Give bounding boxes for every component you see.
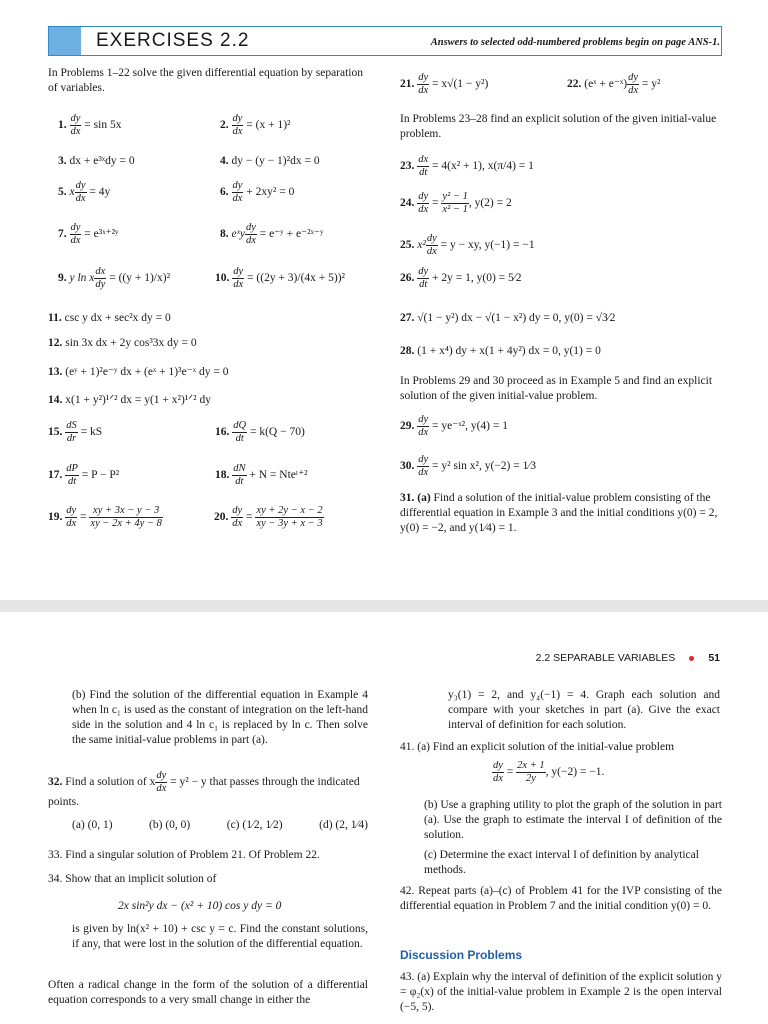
problem-20: 20. $\frac{dy}{dx}$ = $\frac{xy + 2y - x - 2}{xy - 3y + x - 3}$ xyxy=(214,505,323,529)
problem-2: 2. $\frac{dy}{dx}$ = (x + 1)² xyxy=(220,113,291,137)
problem-41c: (c) Determine the exact interval I of definition by analytical methods. xyxy=(424,849,699,876)
header-accent-block xyxy=(49,27,81,55)
discussion-problems-heading: Discussion Problems xyxy=(400,948,523,962)
problem-32a: (a) (0, 1) xyxy=(72,819,113,831)
problem-24: 24. $\frac{dy}{dx}$ = $\frac{\text{y² − 1}}{\text{x² − 1}}$ , y(2) = 2 xyxy=(400,191,512,215)
problem-28: 28. (1 + x⁴) dy + x(1 + 4y²) dx = 0, y(1) = 0 xyxy=(400,345,601,357)
intro-problems-23-28: In Problems 23–28 find an explicit solution of the given initial-value problem. xyxy=(400,113,717,140)
problem-32: 32. Find a solution of x $\frac{dy}{dx}$ = y² − y that passes through the indicated points. xyxy=(48,770,360,808)
problem-9: 9. y ln x $\frac{dx}{dy}$ = ((y + 1)/x)² xyxy=(58,266,171,290)
running-head xyxy=(536,652,720,664)
problem-19: 19. $\frac{dy}{dx}$ = $\frac{xy + 3x - y - 3}{xy - 2x + 4y - 8}$ xyxy=(48,505,162,529)
problem-32d: (d) (2, 1⁄4) xyxy=(319,819,368,831)
problem-29: 29. $\frac{dy}{dx}$ = ye⁻ˣ², y(4) = 1 xyxy=(400,414,508,438)
problem-8: 8. eˣy $\frac{dy}{dx}$ = e⁻ʸ + e⁻²ˣ⁻ʸ xyxy=(220,222,324,246)
problem-25: 25. x² $\frac{dy}{dx}$ = y − xy, y(−1) = −1 xyxy=(400,233,535,257)
problem-31a: 31. (a) Find a solution of the initial-value problem consisting of the differential equation in Example 3 and the initial conditions y(0) = 2, y(0) = −2, and y(1⁄4) = 1. xyxy=(400,492,718,534)
section-title: 2.2 SEPARABLE VARIABLES xyxy=(535,652,676,664)
problem-12: 12. sin 3x dx + 2y cos³3x dy = 0 xyxy=(48,337,197,349)
intro-problems-1-22: In Problems 1–22 solve the given differential equation by separation of variables. xyxy=(48,67,364,94)
problem-18: 18. $\frac{dN}{dt}$ + N = Nteᵗ⁺² xyxy=(215,463,308,487)
answers-note: Answers to selected odd-numbered problems begin on page ANS-1. xyxy=(430,37,720,48)
problem-13: 13. (eʸ + 1)²e⁻ʸ dx + (eˣ + 1)³e⁻ˣ dy = 0 xyxy=(48,366,229,378)
page-gap xyxy=(0,600,768,612)
exercises-title: EXERCISES 2.2 xyxy=(96,30,250,51)
problem-34-equation: 2x sin²y dx − (x² + 10) cos y dy = 0 xyxy=(118,900,282,912)
page-number: 51 xyxy=(708,652,720,664)
radical-change-paragraph: Often a radical change in the form of the solution of a differential equation corresponds to a very small change in either the xyxy=(48,979,368,1006)
problem-32b: (b) (0, 0) xyxy=(149,819,191,831)
bullet-dot-icon xyxy=(689,656,694,661)
problem-10: 10. $\frac{dy}{dx}$ = ((2y + 3)/(4x + 5))² xyxy=(215,266,345,290)
problem-43: 43. (a) Explain why the interval of definition of the explicit solution y = φ₂(x) of the initial-value problem in Example 2 is the open interval (−5, 5). xyxy=(400,971,722,1013)
intro-problems-29-30: In Problems 29 and 30 proceed as in Example 5 and find an explicit solution of the given initial-value problem. xyxy=(400,375,713,402)
problem-41-equation: $\frac{dy}{dx}$ = $\frac{2x + 1}{2y}$ , y(−2) = −1. xyxy=(493,760,605,784)
problem-41a: 41. (a) Find an explicit solution of the initial-value problem xyxy=(400,741,675,753)
problem-21: 21. $\frac{dy}{dx}$ = x√(1 − y²) xyxy=(400,72,489,96)
problem-5: 5. x $\frac{dy}{dx}$ = 4y xyxy=(58,180,111,204)
problem-34: 34. Show that an implicit solution of xyxy=(48,873,217,885)
problem-33: 33. Find a singular solution of Problem 21. Of Problem 22. xyxy=(48,849,320,861)
problem-42: 42. Repeat parts (a)–(c) of Problem 41 for the IVP consisting of the differential equation in Problem 7 and the initial condition y(0) = 0. xyxy=(400,885,722,912)
problem-30: 30. $\frac{dy}{dx}$ = y² sin x², y(−2) = 1⁄3 xyxy=(400,454,537,478)
problem-32-parts xyxy=(72,818,368,833)
problem-16: 16. $\frac{dQ}{dt}$ = k(Q − 70) xyxy=(215,420,305,444)
problem-4: 4. dy − (y − 1)²dx = 0 xyxy=(220,155,320,167)
problem-34-rest: is given by ln(x² + 10) + csc y = c. Find the constant solutions, if any, that were lost in the solution of the differential equation. xyxy=(72,923,368,950)
problem-41b: (b) Use a graphing utility to plot the graph of the solution in part (a). Use the graph to estimate the interval I of definition of the solution. xyxy=(424,799,722,841)
problem-22: 22. (eˣ + e⁻ˣ) $\frac{dy}{dx}$ = y² xyxy=(567,72,661,96)
problem-14: 14. x(1 + y²)¹ᐟ² dx = y(1 + x²)¹ᐟ² dy xyxy=(48,394,211,406)
problem-15: 15. $\frac{dS}{dr}$ = kS xyxy=(48,420,103,444)
problem-7: 7. $\frac{dy}{dx}$ = e³ˣ⁺²ʸ xyxy=(58,222,119,246)
problem-3: 3. dx + e³ˣdy = 0 xyxy=(58,155,135,167)
textbook-page-bottom xyxy=(0,612,768,1024)
problem-6: 6. $\frac{dy}{dx}$ + 2xy² = 0 xyxy=(220,180,295,204)
problem-40-continuation: y₃(1) = 2, and y₄(−1) = 4. Graph each solution and compare with your sketches in part (a). Give the exact interval of definition for each solution. xyxy=(448,689,720,731)
problem-27: 27. √(1 − y²) dx − √(1 − x²) dy = 0, y(0) = √3⁄2 xyxy=(400,312,616,324)
problem-26: 26. $\frac{dy}{dt}$ + 2y = 1, y(0) = 5⁄2 xyxy=(400,266,522,290)
problem-1: 1. $\frac{dy}{dx}$ = sin 5x xyxy=(58,113,122,137)
problem-23: 23. $\frac{dx}{dt}$ = 4(x² + 1), x(π/4) = 1 xyxy=(400,154,534,178)
problem-11: 11. csc y dx + sec²x dy = 0 xyxy=(48,312,171,324)
problem-32c: (c) (1⁄2, 1⁄2) xyxy=(226,819,283,831)
problem-17: 17. $\frac{dP}{dt}$ = P − P² xyxy=(48,463,120,487)
problem-31b: (b) Find the solution of the differential equation in Example 4 when ln c₁ is used as the constant of integration on the left-hand side in the solution and 4 ln c₁ is replaced by ln c. Then solve the same initial-value problems in part (a). xyxy=(72,689,368,746)
